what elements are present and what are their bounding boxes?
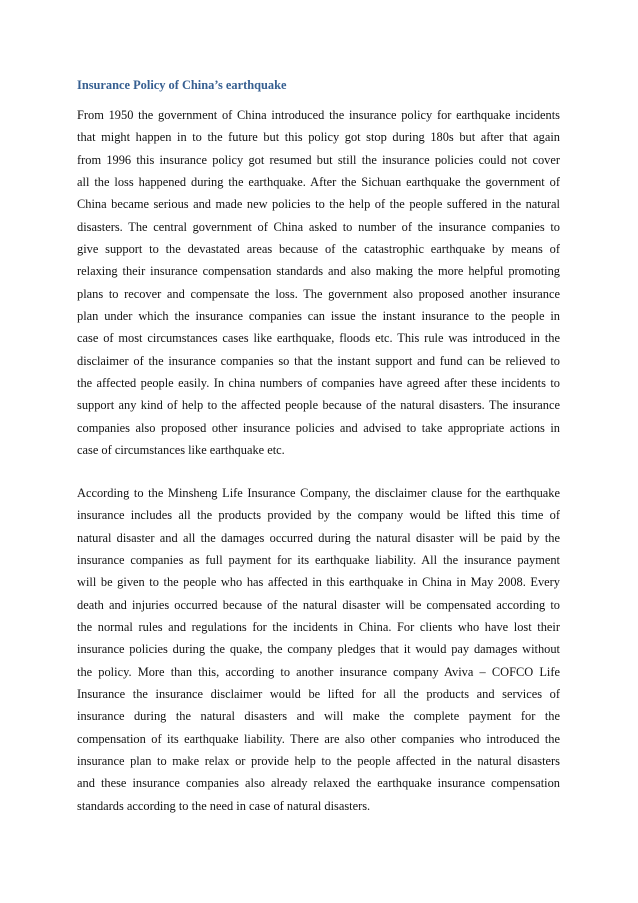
paragraph-line: plan under which the insurance companies can issue the instant insurance to the people in: [77, 309, 560, 324]
paragraph-china-insurance-policy: [77, 104, 560, 462]
paragraph-line: support any kind of help to the affected people because of the natural disasters. The insurance: [77, 398, 560, 413]
paragraph-line: insurance plan to make relax or provide help to the people affected in the natural disasters: [77, 754, 560, 769]
paragraph-line: standards according to the need in case of natural disasters.: [77, 798, 371, 813]
paragraph-line: insurance policies during the quake, the company pledges that it would pay damages without: [77, 642, 560, 657]
paragraph-line: Insurance the insurance disclaimer would be lifted for all the products and services of: [77, 687, 560, 702]
paragraph-line: and these insurance companies also already relaxed the earthquake insurance compensation: [77, 776, 560, 791]
paragraph-line: disclaimer of the insurance companies so that the instant support and fund can be relieved to: [77, 353, 560, 368]
paragraph-line: disasters. The central government of China asked to number of the insurance companies to: [77, 219, 560, 234]
paragraph-line: compensation of its earthquake liability. There are also other companies who introduced the: [77, 731, 560, 746]
paragraph-line: insurance during the natural disasters and will make the complete payment for the: [77, 709, 560, 724]
paragraph-line: the affected people easily. In china numbers of companies have agreed after these incidents to: [77, 376, 560, 391]
paragraph-line: According to the Minsheng Life Insurance Company, the disclaimer clause for the earthquake: [77, 486, 560, 500]
paragraph-line: natural disaster and all the damages occurred during the natural disaster will be paid by the: [77, 530, 560, 545]
paragraph-line: plans to recover and compensate the loss. The government also proposed another insurance: [77, 286, 560, 301]
paragraph-line: from 1996 this insurance policy got resumed but still the insurance policies could not cover: [77, 152, 560, 167]
paragraph-line: insurance includes all the products provided by the company would be lifted this time of: [77, 508, 560, 523]
paragraph-minsheng-disclaimer: [77, 482, 560, 817]
paragraph-line: that might happen in to the future but this policy got stop during 180s but after that again: [77, 130, 560, 145]
paragraph-line: From 1950 the government of China introduced the insurance policy for earthquake incidents: [77, 108, 560, 122]
paragraph-line: companies also proposed other insurance policies and advised to take appropriate actions in: [77, 420, 560, 435]
paragraph-line: insurance companies as full payment for its earthquake liability. All the insurance payment: [77, 553, 560, 568]
section-heading: Insurance Policy of China’s earthquake: [77, 78, 287, 92]
paragraph-line: death and injuries occurred because of the natural disaster will be compensated according to: [77, 597, 560, 612]
paragraph-line: case of circumstances like earthquake etc.: [77, 443, 285, 458]
paragraph-line: give support to the devastated areas because of the catastrophic earthquake by means of: [77, 242, 560, 257]
paragraph-line: the normal rules and regulations for the incidents in China. For clients who have lost their: [77, 620, 560, 635]
paragraph-line: China became serious and made new policies to the help of the people suffered in the natural: [77, 197, 560, 212]
paragraph-line: the policy. More than this, according to another insurance company Aviva – COFCO Life: [77, 664, 560, 679]
paragraph-line: all the loss happened during the earthquake. After the Sichuan earthquake the government of: [77, 175, 560, 190]
paragraph-line: case of most circumstances cases like earthquake, floods etc. This rule was introduced in the: [77, 331, 560, 346]
paragraph-line: will be given to the people who has affected in this earthquake in China in May 2008. Every: [77, 575, 560, 590]
paragraph-line: relaxing their insurance compensation standards and also making the more helpful promoting: [77, 264, 560, 279]
